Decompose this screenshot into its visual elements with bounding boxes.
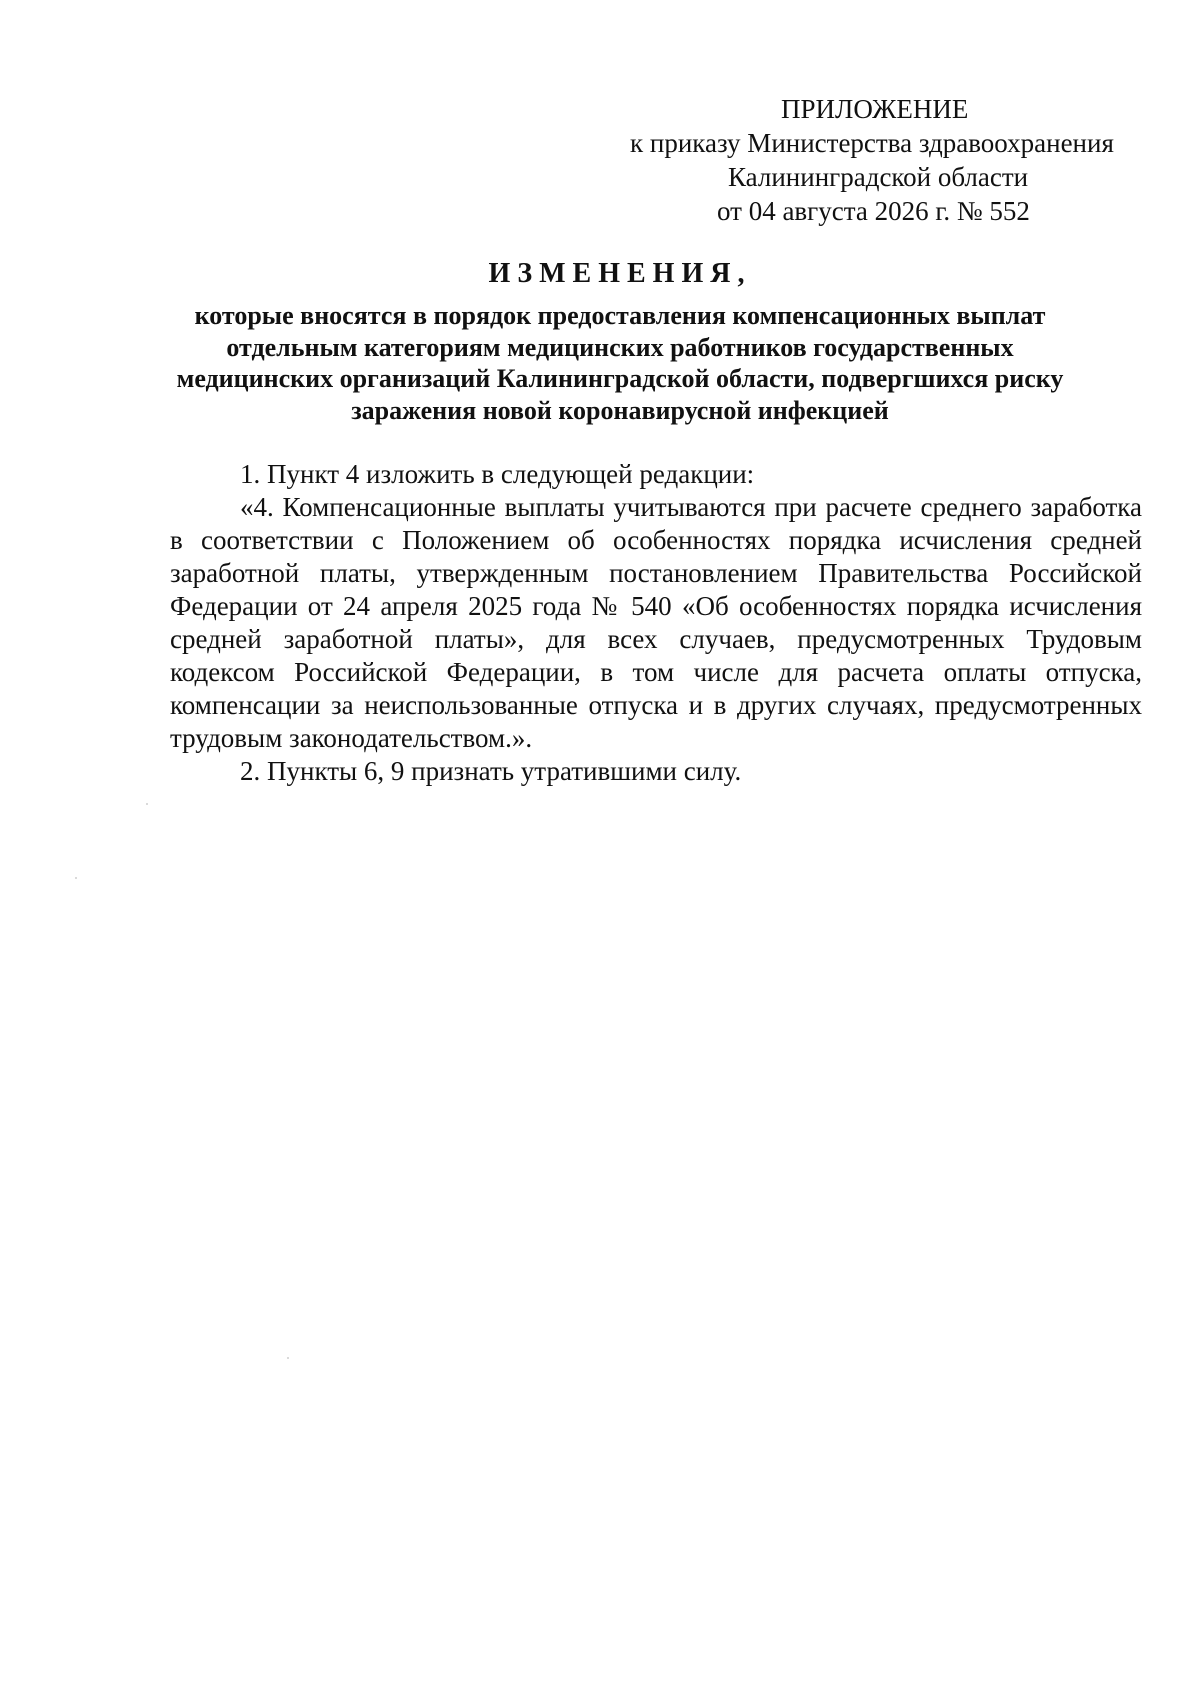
paragraph-item-1: 1. Пункт 4 изложить в следующей редакции:: [240, 459, 755, 489]
appendix-label: ПРИЛОЖЕНИЕ: [781, 94, 969, 124]
appendix-region: Калининградской области: [728, 162, 1029, 192]
scan-speck: [75, 877, 77, 879]
paragraph-item-2: 2. Пункты 6, 9 признать утратившими силу.: [240, 756, 742, 786]
document-title: ИЗМЕНЕНИЯ,: [488, 258, 752, 289]
appendix-header: [560, 92, 1180, 228]
document-heading: [150, 256, 1090, 426]
appendix-order-reference: к приказу Министерства здравоохранения: [630, 128, 1114, 158]
paragraph-new-wording: «4. Компенсационные выплаты учитываются при расчете среднего заработка в соответствии с Положением об особенностях порядка исчисления средней заработной платы, утвержденным постановлением Правительства Российской Федерации от 24 апреля 2025 года № 540 «Об особенностях порядка исчисления средней заработной платы», для всех случаев, предусмотренных Трудовым кодексом Российской Федерации, в том числе для расчета оплаты отпуска, компенсации за неиспользованные отпуска и в других случаях, предусмотренных трудовым законодательством.».: [170, 492, 1142, 753]
scan-speck: [287, 1357, 289, 1359]
appendix-order-date: от 04 августа 2026 г. № 552: [717, 196, 1030, 226]
document-body: [170, 458, 1142, 788]
document-subtitle: которые вносятся в порядок предоставления компенсационных выплат отдельным категориям медицинских работников государственных медицинских организаций Калининградской области, подвергшихся риску заражения новой коронавирусной инфекцией: [176, 301, 1064, 425]
scan-speck: [146, 803, 148, 805]
